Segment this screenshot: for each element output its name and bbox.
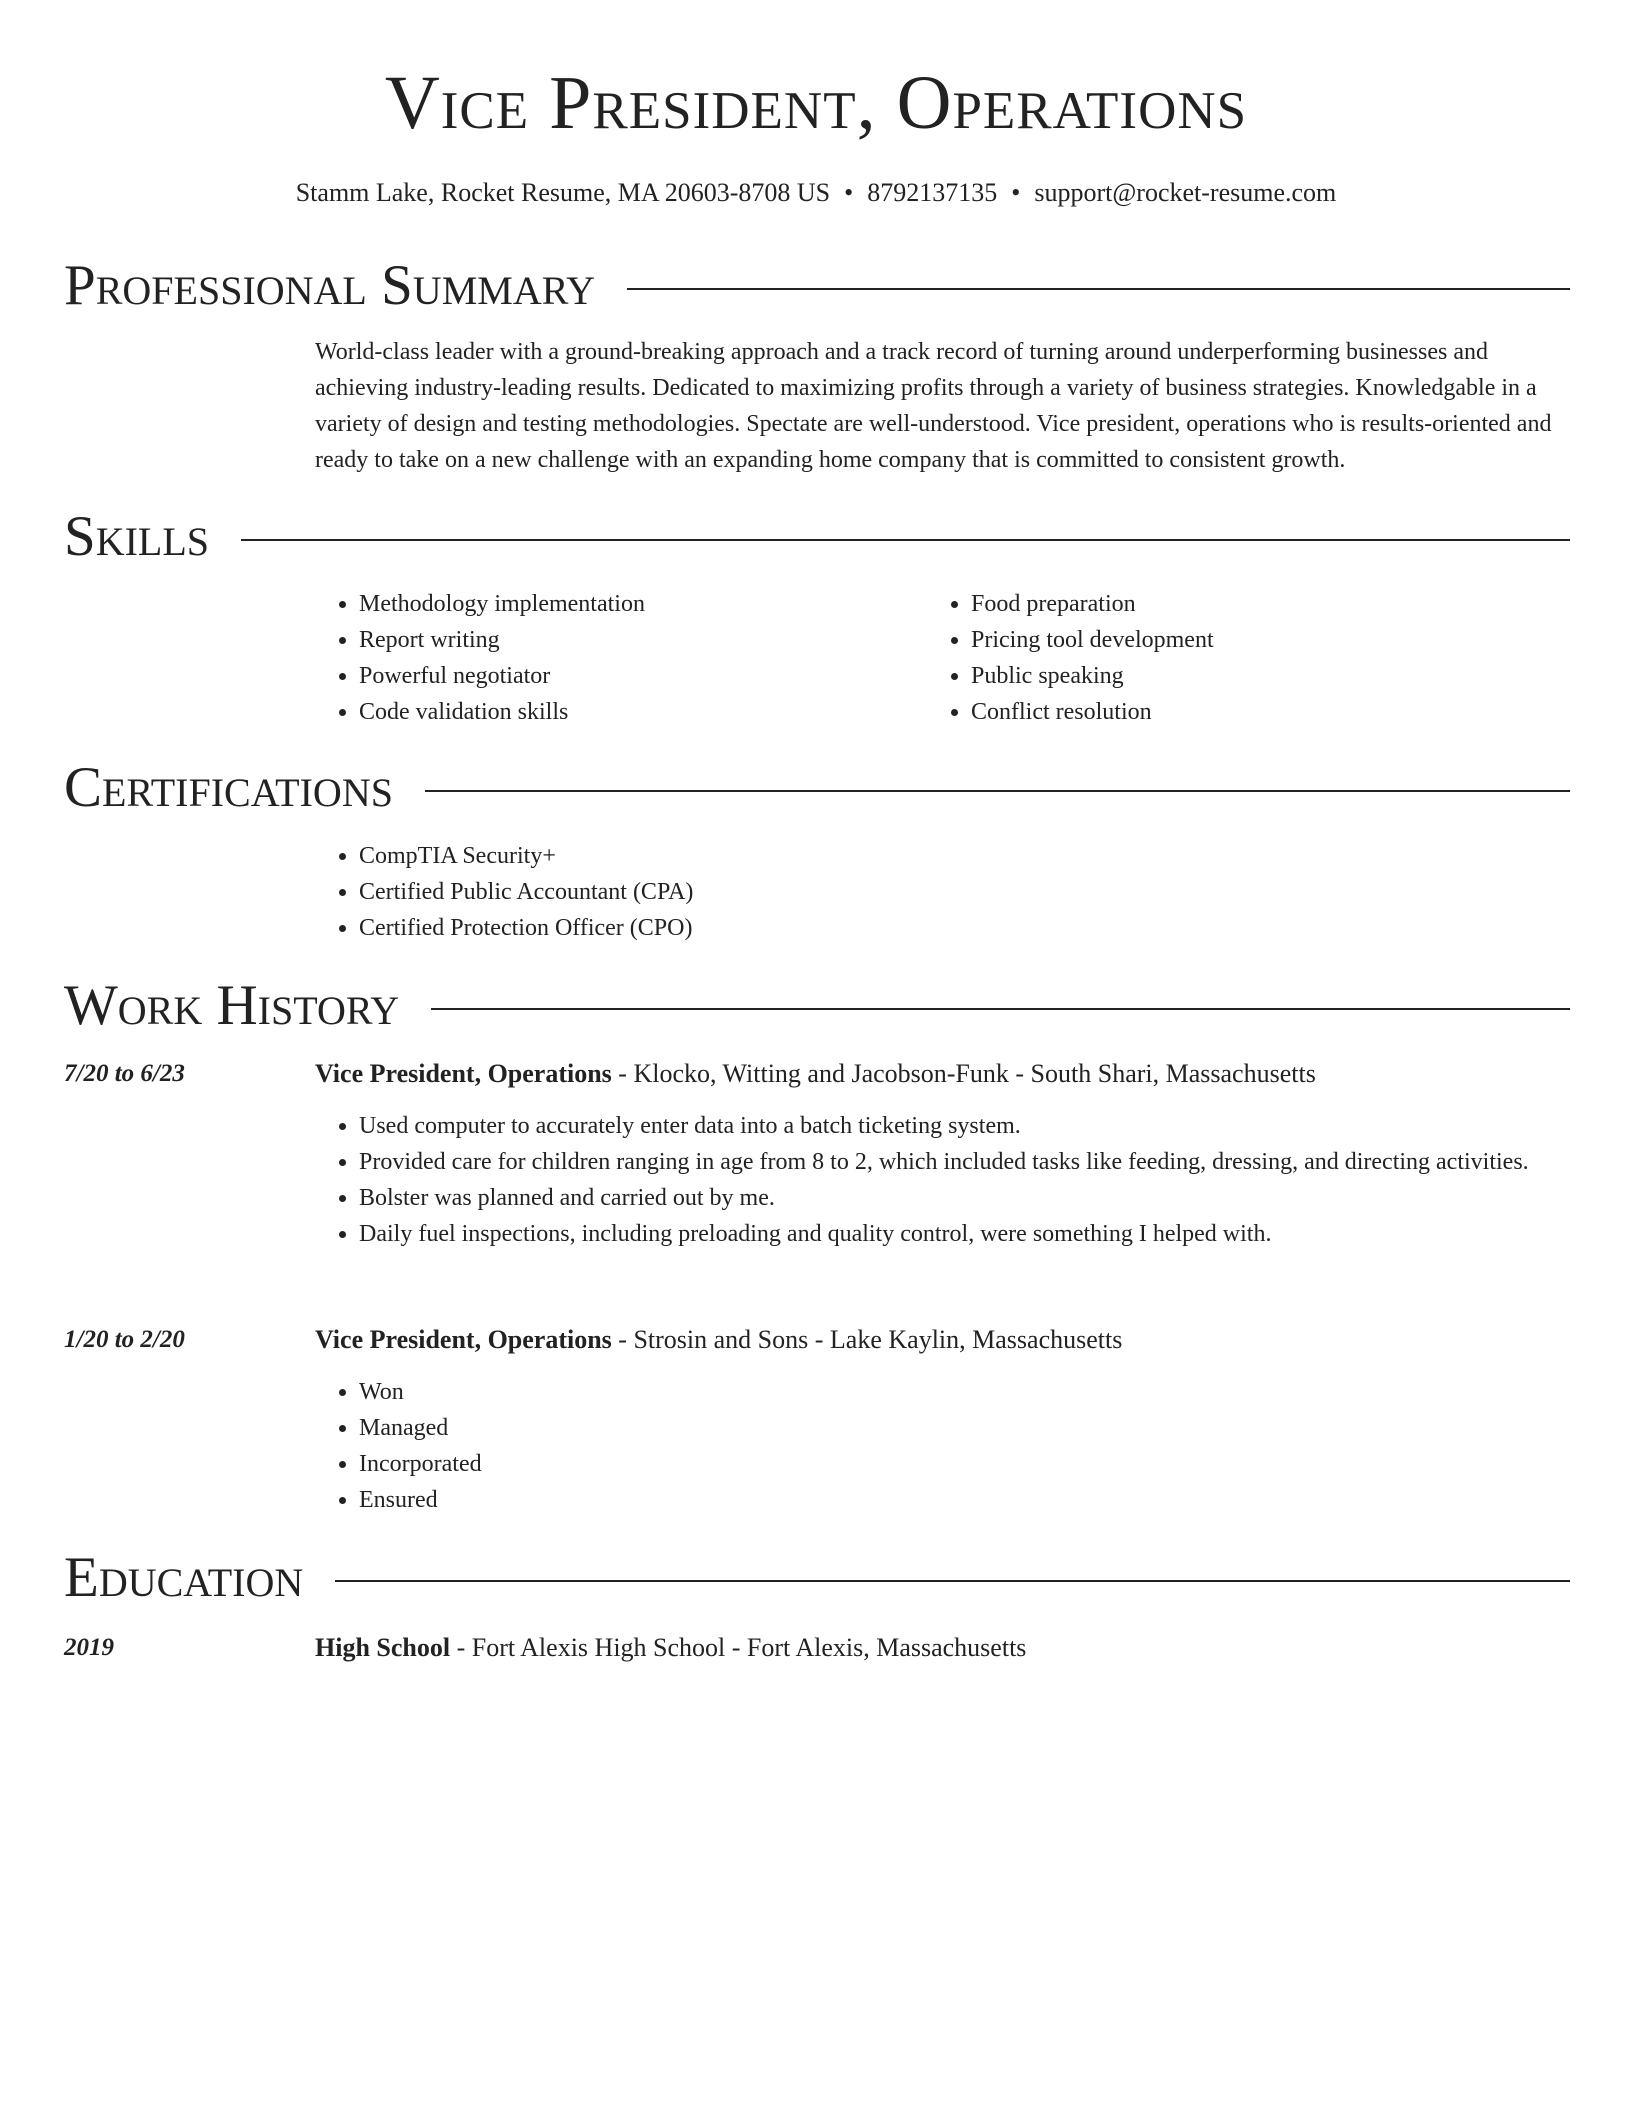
skill-item: • Code validation skills (359, 694, 875, 730)
section-divider (335, 1580, 1570, 1582)
skill-item: • Public speaking (971, 658, 1487, 694)
certification-item: • Certified Protection Officer (CPO) (359, 910, 1570, 946)
job-role: Vice President, Operations (315, 1059, 612, 1088)
job-employer-location: - Strosin and Sons - Lake Kaylin, Massachusetts (611, 1325, 1123, 1354)
section-title: Certifications (64, 756, 393, 819)
contact-email: support@rocket-resume.com (1034, 178, 1337, 207)
contact-line (0, 176, 1632, 210)
certification-item: • Certified Public Accountant (CPA) (359, 874, 1570, 910)
job-dates: 1/20 to 2/20 (64, 1326, 185, 1353)
education-degree: High School (315, 1633, 451, 1662)
job-bullet: • Managed (359, 1410, 1570, 1446)
skill-item: • Food preparation (971, 586, 1487, 622)
skill-item: • Powerful negotiator (359, 658, 875, 694)
skill-item: • Conflict resolution (971, 694, 1487, 730)
job-bullet: • Bolster was planned and carried out by me. (359, 1180, 1570, 1216)
section-divider (627, 288, 1570, 290)
job-bullet: • Provided care for children ranging in age from 8 to 2, which included tasks like feeding, dressing, and directing activities. (359, 1144, 1570, 1180)
job-bullet: • Ensured (359, 1482, 1570, 1518)
education-heading (315, 1630, 1570, 1666)
section-title: Education (64, 1546, 304, 1609)
summary-text: World-class leader with a ground-breaking approach and a track record of turning around underperforming businesses and achieving industry-leading results. Dedicated to maximizing profits through a variety of business strategies. Knowledgable in a variety of design and testing methodologies. Spectate are well-understood. Vice president, operations who is results-oriented and ready to take on a new challenge with an expanding home company that is committed to consistent growth. (315, 339, 1552, 473)
skill-item: • Report writing (359, 622, 875, 658)
job-heading (315, 1322, 1570, 1358)
education-school-location: - Fort Alexis High School - Fort Alexis, Massachusetts (450, 1633, 1027, 1662)
skill-item: • Methodology implementation (359, 586, 875, 622)
job-dates: 7/20 to 6/23 (64, 1060, 185, 1087)
section-title: Professional Summary (64, 254, 596, 317)
job-bullet: • Incorporated (359, 1446, 1570, 1482)
job-bullet: • Won (359, 1374, 1570, 1410)
job-bullets (315, 1108, 1570, 1252)
job-employer-location: - Klocko, Witting and Jacobson-Funk - South Shari, Massachusetts (611, 1059, 1316, 1088)
contact-separator: • (1011, 178, 1021, 207)
job-bullets (315, 1374, 1570, 1518)
work-history-section-heading (64, 971, 1570, 1041)
section-divider (425, 790, 1570, 792)
section-title: Skills (64, 505, 210, 568)
summary-section-heading (64, 251, 1570, 321)
education-year: 2019 (64, 1634, 114, 1661)
certifications-section-heading (64, 753, 1570, 823)
job-bullet: • Used computer to accurately enter data into a batch ticketing system. (359, 1108, 1570, 1144)
contact-phone: 8792137135 (867, 178, 998, 207)
job-heading (315, 1056, 1570, 1092)
skills-list-right (927, 586, 1487, 730)
skills-list-left (315, 586, 875, 730)
job-role: Vice President, Operations (315, 1325, 612, 1354)
job-bullet: • Daily fuel inspections, including preloading and quality control, were something I helped with. (359, 1216, 1570, 1252)
skills-section-heading (64, 502, 1570, 572)
education-section-heading (64, 1543, 1570, 1613)
section-divider (431, 1008, 1570, 1010)
certification-item: • CompTIA Security+ (359, 838, 1570, 874)
section-title: Work History (64, 974, 400, 1037)
skill-item: • Pricing tool development (971, 622, 1487, 658)
candidate-title: Vice President, Operations (384, 61, 1248, 145)
certifications-list (315, 838, 1570, 946)
contact-address: Stamm Lake, Rocket Resume, MA 20603-8708 US (295, 178, 831, 207)
section-divider (241, 539, 1570, 541)
contact-separator: • (844, 178, 854, 207)
